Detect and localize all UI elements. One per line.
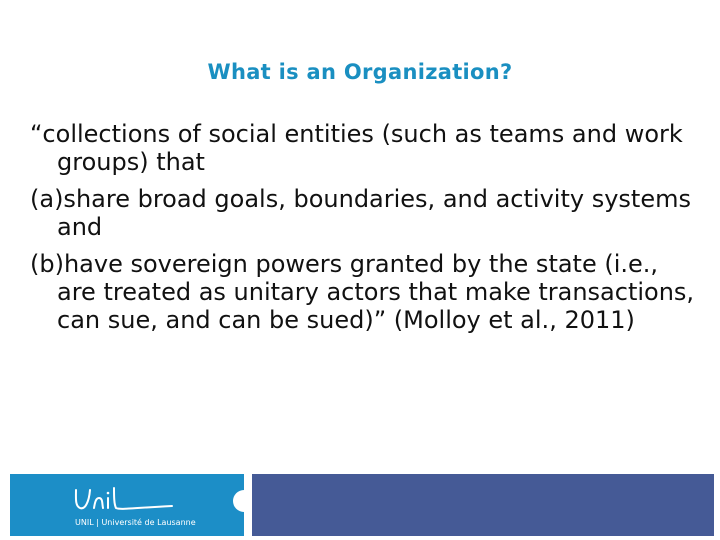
slide-body	[30, 120, 700, 343]
paragraph-definition: “collections of social entities (such as teams and work groups) that	[30, 120, 683, 176]
unil-logo-icon	[72, 484, 182, 514]
logo-caption: UNIL | Université de Lausanne	[75, 518, 196, 527]
slide-footer	[0, 470, 720, 540]
footer-right-panel	[252, 474, 714, 536]
slide-title: What is an Organization?	[207, 60, 513, 84]
footer-left-panel	[10, 474, 244, 536]
paragraph-point-b: (b)have sovereign powers granted by the state (i.e., are treated as unitary actors that make transactions, can sue, and can be sued)” (Molloy et al., 2011)	[30, 250, 695, 334]
paragraph-point-a: (a)share broad goals, boundaries, and activity systems and	[30, 185, 691, 241]
